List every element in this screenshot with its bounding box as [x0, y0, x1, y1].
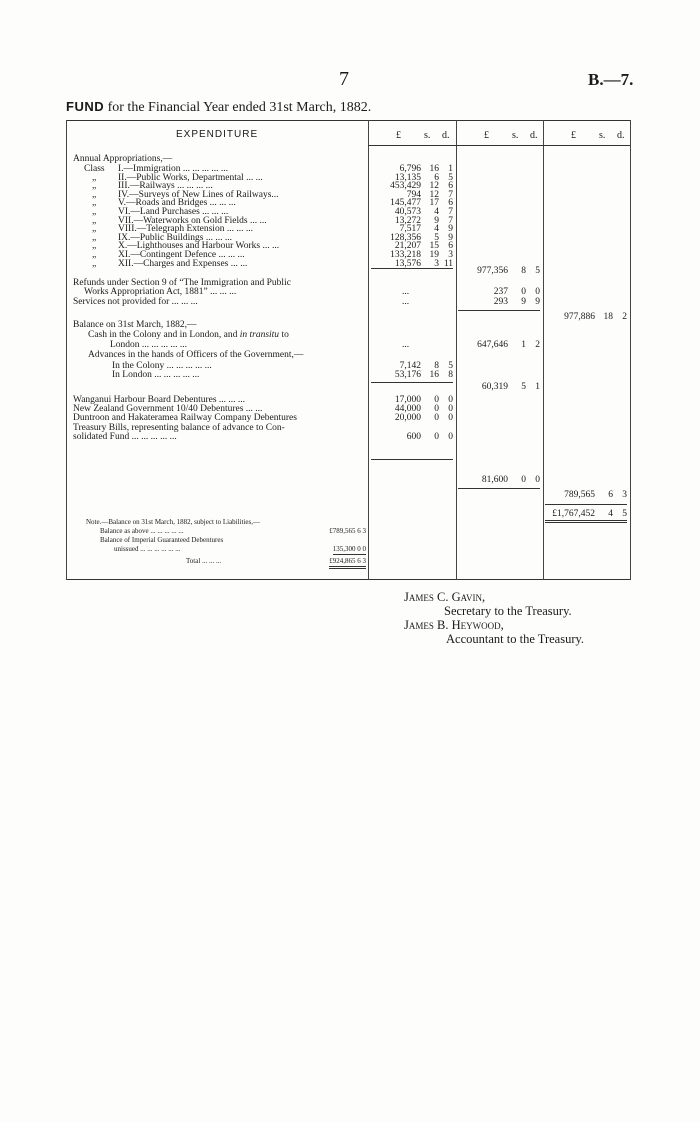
appropriations-total-shillings: 8 — [521, 266, 526, 276]
class-prefix: „ — [92, 232, 97, 243]
page-number: 7 — [339, 68, 349, 90]
investment-row-label: solidated Fund ... ... ... ... ... — [73, 431, 177, 442]
advance-row-pence: 8 — [448, 370, 453, 380]
class-amount-shillings: 16 — [429, 164, 439, 174]
heading-rest: for the Financial Year ended 31st March, 1882. — [107, 100, 372, 115]
expenditure-table — [66, 120, 630, 580]
balance-total — [535, 490, 627, 500]
balance-total-shillings: 6 — [608, 490, 613, 500]
advance-row-amount — [361, 370, 453, 380]
services-amount — [448, 297, 540, 307]
investment-row-pence: 0 — [448, 395, 453, 405]
table-top-rule — [66, 120, 630, 121]
class-amount-pence: 7 — [448, 189, 453, 200]
services-shillings: 9 — [521, 297, 526, 307]
class-amount-pounds: 794 — [406, 189, 421, 200]
advance-row-label: In the Colony ... ... ... ... ... — [112, 361, 212, 371]
refunds-line1: Refunds under Section 9 of “The Immigration and Public — [73, 278, 291, 288]
cash-pence: 2 — [535, 340, 540, 350]
refunds-dots: ... — [402, 287, 410, 297]
advance-row — [66, 370, 630, 380]
appropriations-subtotal-rule — [371, 268, 453, 269]
class-amount-pounds: 128,356 — [390, 232, 421, 243]
advances-heading-text: Advances in the hands of Officers of the Government,— — [88, 350, 304, 360]
class-amount-pence: 6 — [448, 198, 453, 209]
document-reference: B.—7. — [588, 70, 634, 89]
investments-total-pounds: 81,600 — [481, 475, 508, 485]
note-line-3 — [86, 545, 366, 554]
grand-total-rule — [545, 504, 627, 505]
note-total — [86, 557, 366, 566]
note-line2-label: Balance of Imperial Guaranteed Debentures — [100, 536, 224, 544]
class-amount-shillings: 9 — [434, 215, 439, 226]
header-under-rule — [368, 145, 630, 146]
grand-total-shillings: 4 — [608, 509, 613, 519]
services-pence: 9 — [535, 297, 540, 307]
investment-row-label: Wanganui Harbour Board Debentures ... ... ... — [73, 395, 246, 405]
services-dots: ... — [402, 297, 410, 307]
investments-total — [448, 475, 540, 485]
cash-pounds: 647,646 — [477, 340, 508, 350]
class-label: III.—Railways ... ... ... ... — [118, 181, 213, 192]
class-amount-pounds: 21,207 — [394, 241, 421, 252]
signature-title-2: Accountant to the Treasury. — [446, 632, 585, 646]
note-line1-label: Balance as above ... ... ... ... ... — [100, 527, 184, 535]
cash-amount — [448, 340, 540, 350]
class-amount-pence: 11 — [443, 258, 453, 269]
class-label: II.—Public Works, Departmental ... ... — [118, 172, 263, 183]
advances-rule — [371, 382, 453, 383]
class-amount-shillings: 15 — [429, 241, 439, 252]
class-prefix: Class — [84, 164, 105, 174]
class-prefix: „ — [92, 241, 97, 252]
class-amount-shillings: 12 — [429, 189, 439, 200]
appropriations-total — [448, 266, 540, 276]
class-amount-pounds: 13,135 — [394, 172, 421, 183]
class-amount-shillings: 12 — [429, 181, 439, 192]
table-right-rule — [630, 120, 631, 580]
advance-row-label: In London ... ... ... ... ... — [112, 370, 200, 380]
cash-line2: London ... ... ... ... ... — [110, 340, 188, 350]
investments-total-pence: 0 — [535, 475, 540, 485]
balance-total-pounds: 789,565 — [564, 490, 595, 500]
class-label: IV.—Surveys of New Lines of Railways... — [118, 189, 279, 200]
class-amount-shillings: 6 — [434, 172, 439, 183]
col2-pence: d. — [530, 130, 538, 141]
class-prefix: „ — [92, 250, 97, 260]
class-amount-pounds: 40,573 — [394, 207, 421, 217]
col3-pound: £ — [571, 130, 576, 141]
refunds-row-2 — [66, 287, 630, 297]
appropriations-total-pounds: 977,356 — [477, 266, 508, 276]
cash-line1-italic: in transitu — [239, 330, 280, 340]
refunds-shillings: 0 — [521, 287, 526, 297]
note-line3-value: 135,300 0 0 — [332, 545, 366, 553]
investment-row-pence: 0 — [448, 431, 453, 442]
class-amount-pence: 9 — [448, 224, 453, 235]
class-amount-pence: 7 — [448, 207, 453, 217]
investment-row-pounds: 17,000 — [394, 395, 421, 405]
investment-row-pounds: 600 — [406, 431, 421, 442]
class-amount-shillings: 3 — [434, 258, 439, 269]
col1-pence: d. — [442, 130, 450, 141]
investment-row-pence: 0 — [448, 404, 453, 415]
col3-shilling: s. — [599, 130, 606, 141]
balance-note — [86, 518, 366, 566]
cash-line1 — [88, 330, 289, 340]
services-label: Services not provided for ... ... ... — [73, 297, 198, 307]
signature-name-1: James C. Gavin, — [404, 590, 486, 604]
appropriations-heading — [66, 154, 630, 164]
expenditure-total-pence: 2 — [622, 312, 627, 322]
investment-row-label: Treasury Bills, representing balance of advance to Con- — [73, 422, 285, 433]
refunds-pounds: 237 — [493, 287, 508, 297]
class-label: XI.—Contingent Defence ... ... ... — [118, 250, 245, 260]
investments-total-shillings: 0 — [521, 475, 526, 485]
balance-heading-text: Balance on 31st March, 1882,— — [73, 320, 197, 330]
investments-rule — [371, 459, 453, 460]
class-prefix: „ — [92, 198, 97, 209]
signature-title-1: Secretary to the Treasury. — [444, 604, 572, 618]
advance-row-shillings: 8 — [434, 361, 439, 371]
cash-row-2 — [66, 340, 630, 350]
advances-total-shillings: 5 — [521, 382, 526, 392]
investment-row-label: Duntroon and Hakateramea Railway Company Debentures — [73, 413, 297, 424]
note-heading-text: Note.—Balance on 31st March, 1882, subject to Liabilities,— — [86, 518, 260, 526]
grand-total-pence: 5 — [622, 509, 627, 519]
class-amount-pounds: 145,477 — [390, 198, 421, 209]
advance-row-pounds: 7,142 — [399, 361, 421, 371]
class-amount-pence: 6 — [448, 241, 453, 252]
investment-row-shillings: 0 — [434, 395, 439, 405]
class-amount-shillings: 17 — [429, 198, 439, 209]
note-line3-label: unissued ... ... ... ... ... ... — [114, 545, 181, 553]
cash-line1-post: to — [279, 330, 289, 340]
class-amount-shillings: 5 — [434, 232, 439, 243]
class-row — [66, 259, 630, 269]
class-amount-pounds: 13,272 — [394, 215, 421, 226]
page-heading — [66, 99, 371, 116]
cash-row — [66, 330, 630, 340]
class-prefix: „ — [92, 207, 97, 217]
balance-heading — [66, 320, 630, 330]
class-label: VIII.—Telegraph Extension ... ... ... — [118, 224, 253, 235]
class-amount-pounds: 453,429 — [390, 181, 421, 192]
class-amount-pence: 6 — [448, 181, 453, 192]
investment-row-pence: 0 — [448, 413, 453, 424]
investment-row-shillings: 0 — [434, 431, 439, 442]
class-prefix: „ — [92, 181, 97, 192]
services-pounds: 293 — [493, 297, 508, 307]
col1-pound: £ — [396, 130, 401, 141]
signature-name-2: James B. Heywood, — [404, 618, 504, 632]
investment-row-shillings: 0 — [434, 413, 439, 424]
investment-row-pounds: 44,000 — [394, 404, 421, 415]
note-total-value: £924,865 6 3 — [329, 557, 366, 569]
class-prefix: „ — [92, 189, 97, 200]
col3-pence: d. — [617, 130, 625, 141]
advances-total-pence: 1 — [535, 382, 540, 392]
services-row — [66, 297, 630, 307]
class-amount-pence: 9 — [448, 232, 453, 243]
col1-shilling: s. — [424, 130, 431, 141]
class-amount-pounds: 13,576 — [394, 258, 421, 269]
grand-total-double-rule — [545, 520, 627, 523]
grand-total — [535, 509, 627, 519]
investment-row-amount — [361, 432, 453, 442]
col2-pound: £ — [484, 130, 489, 141]
class-amount-pence: 1 — [448, 164, 453, 174]
class-label: V.—Roads and Bridges ... ... ... — [118, 198, 236, 209]
class-amount-shillings: 4 — [434, 224, 439, 235]
refunds-line2: Works Appropriation Act, 1881” ... ... ... — [84, 287, 237, 297]
refunds-amount — [448, 287, 540, 297]
class-label: VII.—Waterworks on Gold Fields ... ... — [118, 215, 267, 226]
advance-row-shillings: 16 — [429, 370, 439, 380]
cash-dots: ... — [402, 340, 410, 350]
appropriations-total-pence: 5 — [535, 266, 540, 276]
class-amount-pounds: 133,218 — [390, 250, 421, 260]
class-amount-pence: 5 — [448, 172, 453, 183]
advances-heading — [66, 350, 630, 360]
class-prefix: „ — [92, 224, 97, 235]
balance-total-pence: 3 — [622, 490, 627, 500]
investment-row — [66, 432, 630, 442]
class-prefix: „ — [92, 258, 97, 269]
table-bottom-rule — [66, 579, 630, 580]
class-prefix: „ — [92, 215, 97, 226]
refunds-pence: 0 — [535, 287, 540, 297]
investment-row-shillings: 0 — [434, 404, 439, 415]
advance-row-pounds: 53,176 — [394, 370, 421, 380]
class-prefix: „ — [92, 172, 97, 183]
note-line-2 — [86, 536, 366, 545]
class-label: IX.—Public Buildings ... ... ... — [118, 232, 233, 243]
investment-row-label: New Zealand Government 10/40 Debentures ... ... — [73, 404, 263, 415]
note-heading — [86, 518, 366, 527]
refunds-rule — [458, 310, 540, 311]
cash-shillings: 1 — [521, 340, 526, 350]
expenditure-title: EXPENDITURE — [176, 129, 259, 140]
expenditure-total-shillings: 18 — [603, 312, 613, 322]
class-label: XII.—Charges and Expenses ... ... — [118, 258, 248, 269]
class-amount-pence: 7 — [448, 215, 453, 226]
heading-fund: FUND — [66, 99, 105, 114]
class-label: VI.—Land Purchases ... ... ... — [118, 207, 229, 217]
appropriations-heading-text: Annual Appropriations,— — [73, 154, 173, 164]
note-line1-value: £789,565 6 3 — [329, 527, 366, 535]
class-label: I.—Immigration ... ... ... ... ... — [118, 164, 229, 174]
balance-rule — [458, 488, 540, 489]
advances-total — [448, 382, 540, 392]
class-amount-shillings: 4 — [434, 207, 439, 217]
class-label: X.—Lighthouses and Harbour Works ... ... — [118, 241, 280, 252]
grand-total-pounds: £1,767,452 — [552, 509, 595, 519]
expenditure-total-pounds: 977,886 — [564, 312, 595, 322]
class-amount-shillings: 19 — [429, 250, 439, 260]
note-total-label: Total ... ... ... — [186, 557, 222, 565]
advances-total-pounds: 60,319 — [481, 382, 508, 392]
class-amount-pounds: 7,517 — [399, 224, 421, 235]
col2-shilling: s. — [512, 130, 519, 141]
cash-line1-pre: Cash in the Colony and in London, and — [88, 330, 240, 340]
class-amount-pounds: 6,796 — [399, 164, 421, 174]
advance-row-pence: 5 — [448, 361, 453, 371]
investment-row-pounds: 20,000 — [394, 413, 421, 424]
note-line-1 — [86, 527, 366, 536]
class-amount-pence: 3 — [448, 250, 453, 260]
signatures — [404, 590, 584, 646]
